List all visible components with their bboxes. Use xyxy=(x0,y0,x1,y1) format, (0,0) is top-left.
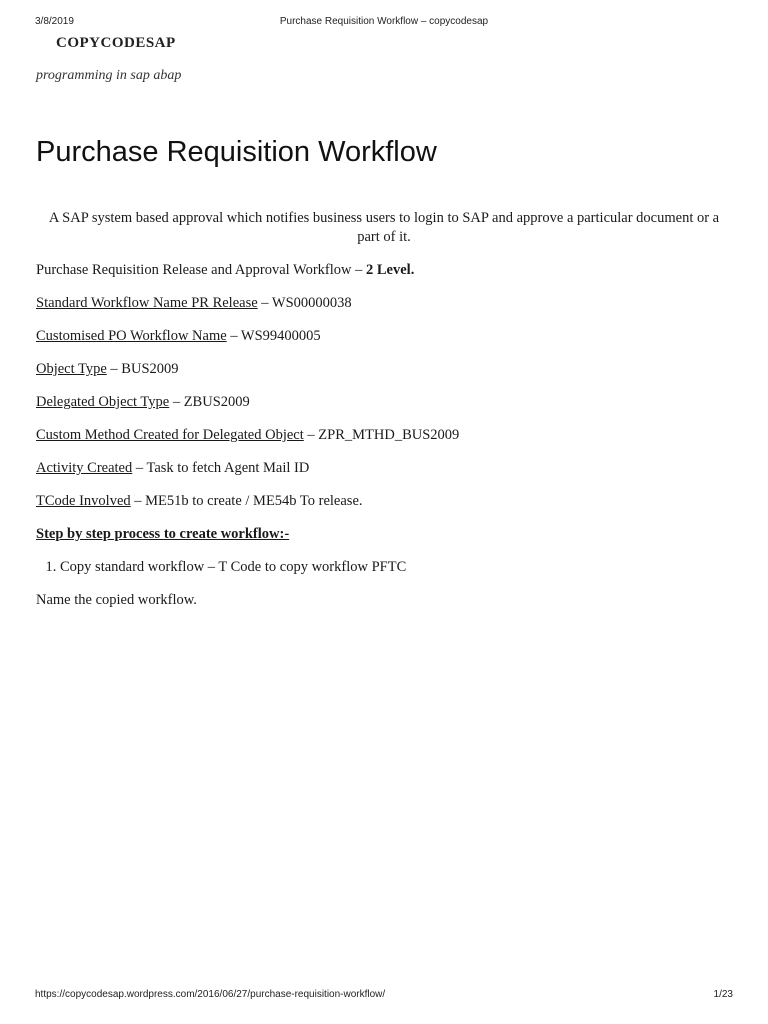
field-label: Standard Workflow Name PR Release xyxy=(36,295,258,311)
field-value: – BUS2009 xyxy=(106,361,179,377)
field-value: – ME51b to create / ME54b To release. xyxy=(130,493,363,509)
steps-list xyxy=(36,558,732,577)
intro-paragraph: A SAP system based approval which notifies business users to login to SAP and approve a particular document or a part of it. xyxy=(48,210,720,245)
footer-url[interactable]: https://copycodesap.wordpress.com/2016/06/27/purchase-requisition-workflow/ xyxy=(35,989,386,1000)
article-body xyxy=(36,209,732,624)
print-footer xyxy=(35,989,733,1003)
field-label: Activity Created xyxy=(36,460,133,476)
print-date: 3/8/2019 xyxy=(35,16,74,27)
field-row xyxy=(36,393,732,412)
field-label: Object Type xyxy=(36,361,107,377)
print-header xyxy=(35,16,733,30)
release-level-line xyxy=(36,261,732,280)
field-value: – WS99400005 xyxy=(226,328,321,344)
list-item: 1. Copy standard workflow – T Code to copy workflow PFTC xyxy=(60,558,732,577)
field-value: – ZBUS2009 xyxy=(169,394,250,410)
site-title[interactable]: COPYCODESAP xyxy=(56,35,176,51)
field-value: – ZPR_MTHD_BUS2009 xyxy=(303,427,460,443)
release-level-value: 2 Level. xyxy=(366,262,415,278)
page-number: 1/23 xyxy=(713,989,733,1000)
field-value: – WS00000038 xyxy=(257,295,352,311)
field-label: Delegated Object Type xyxy=(36,394,170,410)
release-level-text: Purchase Requisition Release and Approval Workflow – xyxy=(36,262,366,278)
site-tagline: programming in sap abap xyxy=(36,68,182,83)
steps-heading: Step by step process to create workflow:- xyxy=(36,526,290,542)
field-row xyxy=(36,492,732,511)
field-row xyxy=(36,459,732,478)
article-title: Purchase Requisition Workflow xyxy=(36,136,437,168)
field-label: TCode Involved xyxy=(36,493,131,509)
field-label: Customised PO Workflow Name xyxy=(36,328,227,344)
print-page-title: Purchase Requisition Workflow – copycodesap xyxy=(279,16,489,27)
field-value: – Task to fetch Agent Mail ID xyxy=(132,460,310,476)
field-label: Custom Method Created for Delegated Object xyxy=(36,427,304,443)
field-row xyxy=(36,360,732,379)
field-row xyxy=(36,294,732,313)
field-row xyxy=(36,426,732,445)
closing-paragraph: Name the copied workflow. xyxy=(36,592,197,608)
field-row xyxy=(36,327,732,346)
